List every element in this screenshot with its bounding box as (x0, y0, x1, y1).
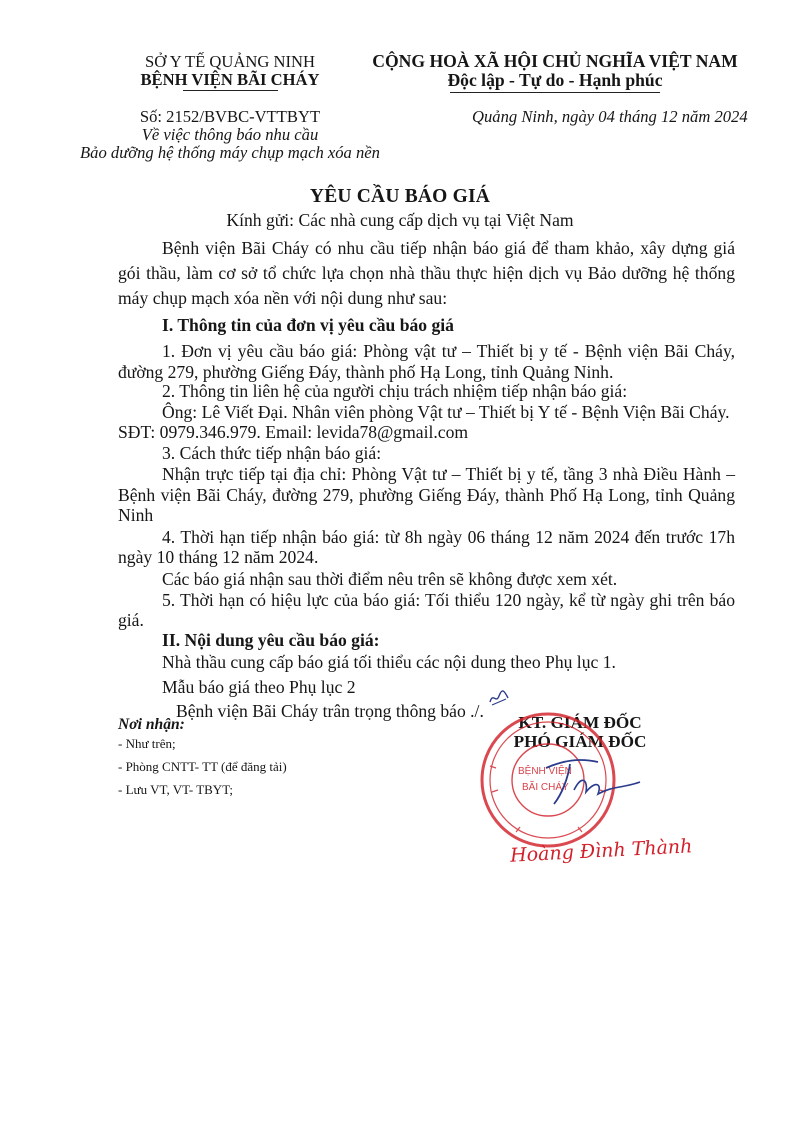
signer-name: Hoàng Đình Thành (509, 835, 693, 867)
subject-line-1: Về việc thông báo nhu cầu (141, 125, 319, 144)
recipient-item: - Lưu VT, VT- TBYT; (118, 782, 234, 797)
motto-underline (450, 92, 660, 93)
section-1-line: Ninh (118, 505, 154, 525)
seal-text-line-2: BÃI CHÁY (522, 782, 569, 793)
closing-line: Bệnh viện Bãi Cháy trân trọng thông báo ./. (176, 701, 484, 721)
country-name: CỘNG HOÀ XÃ HỘI CHỦ NGHĨA VIỆT NAM (372, 51, 738, 71)
section-1-line: SĐT: 0979.346.979. Email: levida78@gmail.com (118, 422, 469, 442)
section-2-line: Mẫu báo giá theo Phụ lục 2 (162, 677, 356, 697)
section-1-line: Nhận trực tiếp tại địa chỉ: Phòng Vật tư – Thiết bị y tế, tầng 3 nhà Điều Hành – (162, 464, 735, 484)
recipient-item: - Phòng CNTT- TT (để đăng tải) (118, 759, 287, 774)
hospital-underline (183, 90, 278, 91)
recipients-heading: Nơi nhận: (118, 716, 185, 733)
section-1-line: Bệnh viện Bãi Cháy, đường 279, phường Giếng Đáy, thành Phố Hạ Long, tỉnh Quảng (118, 485, 735, 505)
section-1-line: giá. (118, 610, 144, 630)
recipient-line: Kính gửi: Các nhà cung cấp dịch vụ tại Việt Nam (226, 210, 574, 230)
document-title: YÊU CẦU BÁO GIÁ (309, 186, 491, 207)
section-2-heading: II. Nội dung yêu cầu báo giá: (162, 630, 380, 650)
section-1-heading: I. Thông tin của đơn vị yêu cầu báo giá (162, 315, 454, 335)
section-1-line: đường 279, phường Giếng Đáy, thành phố Hạ Long, tỉnh Quảng Ninh. (118, 362, 614, 382)
intro-line-2: gói thầu, làm cơ sở tổ chức lựa chọn nhà thầu thực hiện dịch vụ Bảo dưỡng hệ thống (118, 263, 735, 283)
section-1-line: Các báo giá nhận sau thời điểm nêu trên sẽ không được xem xét. (162, 569, 618, 589)
section-1-line: ngày 10 tháng 12 năm 2024. (118, 547, 319, 567)
national-motto: Độc lập - Tự do - Hạnh phúc (447, 70, 663, 90)
place-date: Quảng Ninh, ngày 04 tháng 12 năm 2024 (472, 107, 748, 126)
authority-line-2: PHÓ GIÁM ĐỐC (513, 732, 647, 751)
section-1-line: 5. Thời hạn có hiệu lực của báo giá: Tối thiểu 120 ngày, kể từ ngày ghi trên báo (162, 590, 735, 610)
section-1-line: 1. Đơn vị yêu cầu báo giá: Phòng vật tư – Thiết bị y tế - Bệnh viện Bãi Cháy, (162, 341, 735, 361)
section-1-line: 4. Thời hạn tiếp nhận báo giá: từ 8h ngày 06 tháng 12 năm 2024 đến trước 17h (162, 527, 735, 547)
intro-line-1: Bệnh viện Bãi Cháy có nhu cầu tiếp nhận báo giá để tham khảo, xây dựng giá (162, 238, 735, 258)
document-number: Số: 2152/BVBC-VTTBYT (139, 107, 321, 126)
authority-line-1: KT. GIÁM ĐỐC (518, 713, 642, 732)
hospital-name: BỆNH VIỆN BÃI CHÁY (140, 70, 320, 89)
section-1-line: Ông: Lê Viết Đại. Nhân viên phòng Vật tư – Thiết bị Y tế - Bệnh Viện Bãi Cháy. (162, 402, 730, 422)
section-1-line: 3. Cách thức tiếp nhận báo giá: (162, 443, 382, 463)
subject-line-2: Bảo dưỡng hệ thống máy chụp mạch xóa nền (80, 143, 380, 162)
recipient-item: - Như trên; (118, 736, 176, 751)
intro-line-3: máy chụp mạch xóa nền với nội dung như sau: (118, 288, 448, 308)
ministry-name: SỞ Y TẾ QUẢNG NINH (145, 52, 315, 71)
seal-text-line-1: BỆNH VIỆN (518, 766, 572, 777)
section-2-line: Nhà thầu cung cấp báo giá tối thiểu các nội dung theo Phụ lục 1. (162, 652, 616, 672)
handwritten-signature-icon (540, 750, 650, 810)
section-1-line: 2. Thông tin liên hệ của người chịu trách nhiệm tiếp nhận báo giá: (162, 381, 628, 401)
